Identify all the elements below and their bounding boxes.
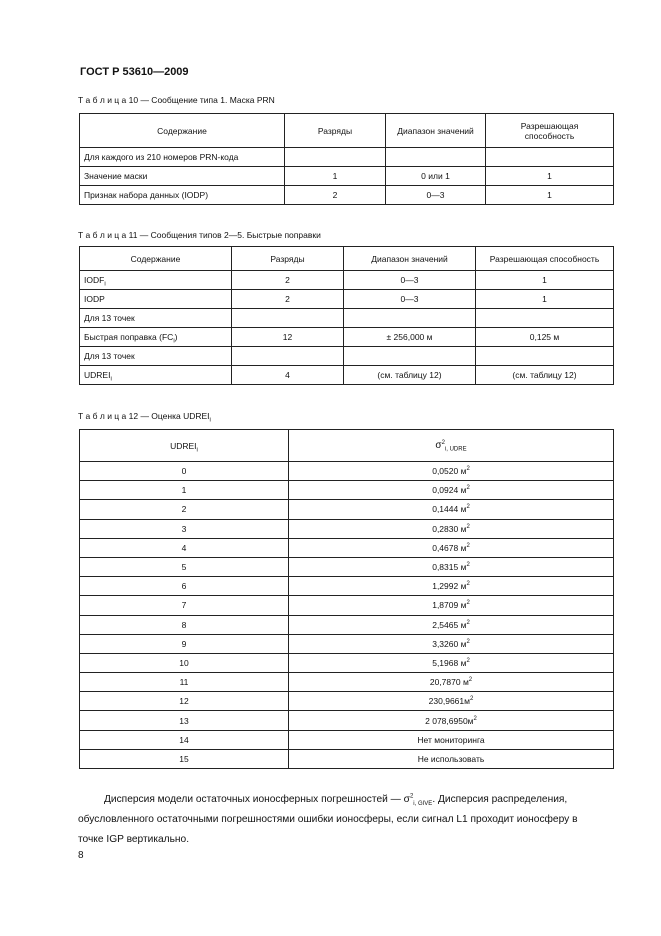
table10-cell: Для каждого из 210 номеров PRN-кода: [80, 148, 285, 167]
table11-cell: 0—3: [344, 271, 476, 290]
table-row: [80, 538, 614, 557]
table12-header-udrei: $UDREI_i$: [80, 430, 289, 462]
table12-header-sigma: $\sigma^2_{i, UDRE}$: [289, 430, 614, 462]
table12-cell-udrei: 9: [80, 634, 289, 653]
table10-cell: Значение маски: [80, 167, 285, 186]
table-row: [80, 557, 614, 576]
table-row: [80, 634, 614, 653]
table-row: [80, 749, 614, 768]
table12-cell-udrei: 6: [80, 577, 289, 596]
table12-cell-udrei: 5: [80, 557, 289, 576]
table11-header-bits: Разряды: [232, 247, 344, 271]
table10-header-content: Содержание: [80, 114, 285, 148]
table-row: [80, 692, 614, 711]
table11-cell: 2: [232, 290, 344, 309]
table12-cell-udrei: 2: [80, 500, 289, 519]
table10-cell: 1: [285, 167, 386, 186]
table10-cell: [486, 148, 614, 167]
table-row: [80, 271, 614, 290]
table11: [79, 246, 614, 385]
table11-header-resolution: Разрешающая способность: [476, 247, 614, 271]
table-row: [80, 290, 614, 309]
table11-cell: (см. таблицу 12): [476, 366, 614, 385]
table11-cell: [476, 347, 614, 366]
table12-cell-udrei: 14: [80, 730, 289, 749]
table12-cell-value: 2 $078,6950м^2$: [289, 711, 614, 730]
paragraph-line-2: обусловленного остаточными погрешностями ошибки ионосферы, если сигнал L1 проходит ионосферу в: [78, 814, 578, 825]
table12-cell-value: $230,9661м^2$: [289, 692, 614, 711]
table11-cell: [232, 347, 344, 366]
table-row: [80, 309, 614, 328]
table-row: [80, 366, 614, 385]
table10: [79, 113, 614, 205]
table10-cell: Признак набора данных (IODP): [80, 186, 285, 205]
paragraph-line-3: точке IGP вертикально.: [78, 834, 190, 845]
table-row: [80, 148, 614, 167]
table12-cell-udrei: 1: [80, 481, 289, 500]
table11-cell: [344, 309, 476, 328]
table11-cell: 12: [232, 328, 344, 347]
table12-cell-udrei: 7: [80, 596, 289, 615]
table10-cell: 1: [486, 186, 614, 205]
table10-cell: [285, 148, 386, 167]
table11-cell: 0—3: [344, 290, 476, 309]
table12-cell-udrei: 4: [80, 538, 289, 557]
table11-cell: 4: [232, 366, 344, 385]
table11-cell-name: Для 13 точек: [80, 347, 232, 366]
table12-cell-value: Не использовать: [289, 749, 614, 768]
table11-cell: ± 256,000 м: [344, 328, 476, 347]
table11-cell: 2: [232, 271, 344, 290]
table-row: [80, 596, 614, 615]
table12-cell-udrei: 0: [80, 462, 289, 481]
table12-cell-udrei: 12: [80, 692, 289, 711]
table12-cell-value: 5,1968 $м^2$: [289, 653, 614, 672]
table11-cell: 0,125 м: [476, 328, 614, 347]
table12-cell-value: 0,8315 $м^2$: [289, 557, 614, 576]
table11-cell: [476, 309, 614, 328]
table10-header-bits: Разряды: [285, 114, 386, 148]
table11-cell-name: Быстрая поправка $(FC_i)$: [80, 328, 232, 347]
table12-cell-value: 0,4678 $м^2$: [289, 538, 614, 557]
table12-cell-value: 0,0520 $м^2$: [289, 462, 614, 481]
table10-caption: Т а б л и ц а 10 — Сообщение типа 1. Маска PRN: [78, 95, 275, 105]
table11-cell: [232, 309, 344, 328]
table-row: [80, 500, 614, 519]
table10-cell: [386, 148, 486, 167]
table-row: [80, 167, 614, 186]
table12-cell-value: 1,8709 $м^2$: [289, 596, 614, 615]
paragraph-line-1: Дисперсия модели остаточных ионосферных погрешностей — $\sigma^2_{i, GIVE}$. Дисперсия распределения,: [104, 793, 568, 808]
table-row: [80, 673, 614, 692]
table11-caption: Т а б л и ц а 11 — Сообщения типов 2—5. Быстрые поправки: [78, 230, 321, 240]
table12-cell-value: 0,1444 $м^2$: [289, 500, 614, 519]
table10-cell: 2: [285, 186, 386, 205]
table-row: [80, 577, 614, 596]
table-row: [80, 519, 614, 538]
table-row: [80, 347, 614, 366]
table12-cell-udrei: 10: [80, 653, 289, 672]
table-row: [80, 711, 614, 730]
table10-cell: 1: [486, 167, 614, 186]
table10-cell: 0 или 1: [386, 167, 486, 186]
table12-caption: Т а б л и ц а 12 — Оценка $UDREI_i$: [78, 411, 211, 424]
table12: [79, 429, 614, 769]
table11-header-content: Содержание: [80, 247, 232, 271]
table12-cell-value: 2,5465 $м^2$: [289, 615, 614, 634]
table-row: [80, 653, 614, 672]
body-paragraph: [78, 790, 618, 850]
table11-cell-name: IODP: [80, 290, 232, 309]
table11-cell-name: Для 13 точек: [80, 309, 232, 328]
table11-cell: 1: [476, 271, 614, 290]
table10-header-range: Диапазон значений: [386, 114, 486, 148]
table12-cell-udrei: 3: [80, 519, 289, 538]
table12-cell-value: 0,2830 $м^2$: [289, 519, 614, 538]
table12-cell-udrei: 8: [80, 615, 289, 634]
table11-cell: (см. таблицу 12): [344, 366, 476, 385]
table11-cell: 1: [476, 290, 614, 309]
table11-header-range: Диапазон значений: [344, 247, 476, 271]
table12-cell-value: 20,7870 $м^2$: [289, 673, 614, 692]
table11-cell: [344, 347, 476, 366]
table-row: [80, 730, 614, 749]
table12-cell-udrei: 13: [80, 711, 289, 730]
table12-cell-value: 0,0924 $м^2$: [289, 481, 614, 500]
table12-cell-udrei: 15: [80, 749, 289, 768]
table10-cell: 0—3: [386, 186, 486, 205]
table12-cell-value: Нет мониторинга: [289, 730, 614, 749]
table-row: [80, 186, 614, 205]
table12-cell-value: 3,3260 $м^2$: [289, 634, 614, 653]
page-number: 8: [78, 850, 84, 861]
table-row: [80, 328, 614, 347]
sigma-symbol: σ: [403, 794, 410, 805]
table12-cell-udrei: 11: [80, 673, 289, 692]
table11-cell-name: $UDREI_i$: [80, 366, 232, 385]
table-row: [80, 615, 614, 634]
table-row: [80, 481, 614, 500]
table10-header-resolution: Разрешающая способность: [486, 114, 614, 148]
table-row: [80, 462, 614, 481]
table11-cell-name: $IODF_i$: [80, 271, 232, 290]
table12-cell-value: 1,2992 $м^2$: [289, 577, 614, 596]
document-header: ГОСТ Р 53610—2009: [80, 66, 189, 78]
